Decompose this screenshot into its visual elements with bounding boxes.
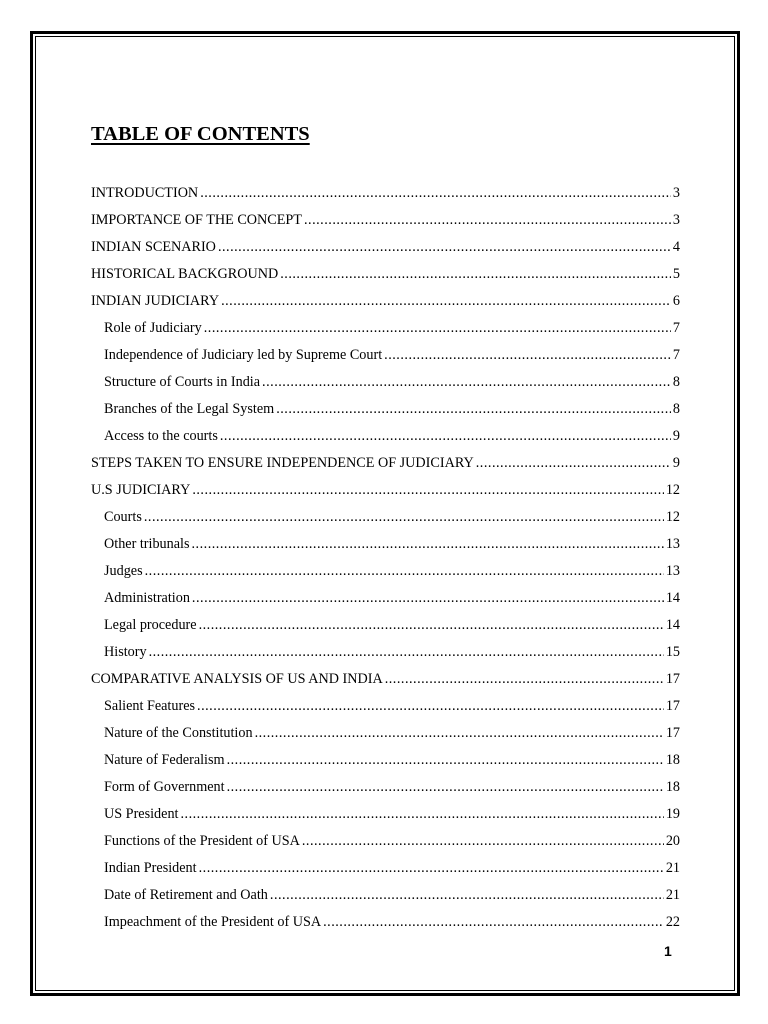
toc-entry-page: 8 bbox=[672, 374, 680, 390]
dot-leader bbox=[276, 397, 671, 421]
toc-entry[interactable] bbox=[91, 262, 680, 289]
toc-subentry[interactable] bbox=[91, 397, 680, 424]
toc-entry-label: Access to the courts bbox=[104, 428, 218, 444]
toc-subentry[interactable] bbox=[91, 721, 680, 748]
toc-entry-label: Judges bbox=[104, 563, 143, 579]
dot-leader bbox=[199, 613, 664, 637]
toc-subentry[interactable] bbox=[91, 505, 680, 532]
dot-leader bbox=[192, 478, 663, 502]
dot-leader bbox=[304, 208, 671, 232]
toc-entry-label: INDIAN SCENARIO bbox=[91, 239, 216, 255]
toc-entry-label: Other tribunals bbox=[104, 536, 190, 552]
toc-entry-page: 3 bbox=[672, 212, 680, 228]
toc-entry-label: Legal procedure bbox=[104, 617, 197, 633]
toc-subentry[interactable] bbox=[91, 910, 680, 937]
toc-entry-page: 19 bbox=[665, 806, 680, 822]
toc-subentry[interactable] bbox=[91, 586, 680, 613]
toc-subentry[interactable] bbox=[91, 694, 680, 721]
toc-entry-label: Functions of the President of USA bbox=[104, 833, 300, 849]
toc-entry-label: U.S JUDICIARY bbox=[91, 482, 191, 498]
dot-leader bbox=[323, 910, 664, 934]
toc-entry-label: Structure of Courts in India bbox=[104, 374, 261, 390]
dot-leader bbox=[218, 235, 671, 259]
toc-entry-label: COMPARATIVE ANALYSIS OF US AND INDIA bbox=[91, 671, 383, 687]
toc-entry-label: Impeachment of the President of USA bbox=[104, 914, 322, 930]
toc-entry-page: 9 bbox=[672, 455, 680, 471]
dot-leader bbox=[270, 883, 664, 907]
toc-entry[interactable] bbox=[91, 667, 680, 694]
toc-entry-label: Salient Features bbox=[104, 698, 196, 714]
toc-entry-page: 7 bbox=[672, 347, 680, 363]
dot-leader bbox=[227, 748, 664, 772]
toc-entry-label: Form of Government bbox=[104, 779, 225, 795]
toc-subentry[interactable] bbox=[91, 775, 680, 802]
dot-leader bbox=[192, 532, 664, 556]
toc-entry-label: Independence of Judiciary led by Supreme Court bbox=[104, 347, 383, 363]
toc-entry-page: 6 bbox=[672, 293, 680, 309]
toc-entry-label: Administration bbox=[104, 590, 190, 606]
toc-entry-label: INDIAN JUDICIARY bbox=[91, 293, 220, 309]
toc-subentry[interactable] bbox=[91, 748, 680, 775]
toc-entry-page: 22 bbox=[665, 914, 680, 930]
toc-entry-page: 17 bbox=[665, 725, 680, 741]
toc-entry-page: 8 bbox=[672, 401, 680, 417]
toc-subentry[interactable] bbox=[91, 856, 680, 883]
dot-leader bbox=[280, 262, 671, 286]
dot-leader bbox=[220, 424, 671, 448]
toc-subentry[interactable] bbox=[91, 640, 680, 667]
toc-subentry[interactable] bbox=[91, 559, 680, 586]
toc-subentry[interactable] bbox=[91, 370, 680, 397]
toc-entry-page: 13 bbox=[665, 563, 680, 579]
dot-leader bbox=[145, 559, 664, 583]
toc-entry[interactable] bbox=[91, 181, 680, 208]
toc-entry-page: 13 bbox=[665, 536, 680, 552]
toc-entry-page: 17 bbox=[665, 698, 680, 714]
toc-entry[interactable] bbox=[91, 289, 680, 316]
toc-entry[interactable] bbox=[91, 235, 680, 262]
toc-entry-page: 18 bbox=[665, 752, 680, 768]
toc-entry-page: 4 bbox=[672, 239, 680, 255]
dot-leader bbox=[476, 451, 671, 475]
toc-subentry[interactable] bbox=[91, 829, 680, 856]
dot-leader bbox=[221, 289, 671, 313]
dot-leader bbox=[144, 505, 664, 529]
toc-subentry[interactable] bbox=[91, 316, 680, 343]
toc-entry-page: 14 bbox=[665, 590, 680, 606]
toc-entry-page: 12 bbox=[665, 509, 680, 525]
toc-entry-page: 7 bbox=[672, 320, 680, 336]
dot-leader bbox=[200, 181, 671, 205]
dot-leader bbox=[255, 721, 664, 745]
toc-entry-label: Nature of Federalism bbox=[104, 752, 225, 768]
page-number: 1 bbox=[664, 943, 672, 959]
dot-leader bbox=[385, 667, 664, 691]
toc-entry-page: 18 bbox=[665, 779, 680, 795]
toc-entry-page: 21 bbox=[665, 860, 680, 876]
toc-entry-label: Date of Retirement and Oath bbox=[104, 887, 268, 903]
toc-entry[interactable] bbox=[91, 208, 680, 235]
toc-entry-label: Nature of the Constitution bbox=[104, 725, 253, 741]
toc-entry-label: History bbox=[104, 644, 147, 660]
toc-subentry[interactable] bbox=[91, 613, 680, 640]
toc-subentry[interactable] bbox=[91, 532, 680, 559]
toc-entry-label: Branches of the Legal System bbox=[104, 401, 275, 417]
dot-leader bbox=[302, 829, 664, 853]
dot-leader bbox=[180, 802, 663, 826]
toc-entry-label: Indian President bbox=[104, 860, 197, 876]
toc-entry-label: HISTORICAL BACKGROUND bbox=[91, 266, 279, 282]
toc-entry[interactable] bbox=[91, 451, 680, 478]
dot-leader bbox=[199, 856, 664, 880]
dot-leader bbox=[384, 343, 671, 367]
dot-leader bbox=[149, 640, 664, 664]
toc-entry-page: 3 bbox=[672, 185, 680, 201]
dot-leader bbox=[192, 586, 664, 610]
toc-entry-page: 9 bbox=[672, 428, 680, 444]
toc-entry-label: STEPS TAKEN TO ENSURE INDEPENDENCE OF JUDICIARY bbox=[91, 455, 474, 471]
toc-entry-label: INTRODUCTION bbox=[91, 185, 199, 201]
toc-subentry[interactable] bbox=[91, 424, 680, 451]
dot-leader bbox=[262, 370, 671, 394]
dot-leader bbox=[204, 316, 671, 340]
toc-entry-page: 12 bbox=[665, 482, 680, 498]
toc-entry-page: 15 bbox=[665, 644, 680, 660]
toc-entry-page: 20 bbox=[665, 833, 680, 849]
toc-entry-page: 5 bbox=[672, 266, 680, 282]
toc-subentry[interactable] bbox=[91, 343, 680, 370]
toc-subentry[interactable] bbox=[91, 802, 680, 829]
dot-leader bbox=[197, 694, 664, 718]
toc-entry-label: IMPORTANCE OF THE CONCEPT bbox=[91, 212, 302, 228]
dot-leader bbox=[227, 775, 664, 799]
toc-entry-page: 21 bbox=[665, 887, 680, 903]
toc-entry[interactable] bbox=[91, 478, 680, 505]
toc-subentry[interactable] bbox=[91, 883, 680, 910]
toc-entry-label: US President bbox=[104, 806, 179, 822]
toc-entry-page: 14 bbox=[665, 617, 680, 633]
toc-entry-label: Courts bbox=[104, 509, 142, 525]
toc-entry-page: 17 bbox=[665, 671, 680, 687]
toc-entry-label: Role of Judiciary bbox=[104, 320, 202, 336]
toc-title: TABLE OF CONTENTS bbox=[91, 123, 310, 145]
toc-list bbox=[91, 181, 680, 937]
